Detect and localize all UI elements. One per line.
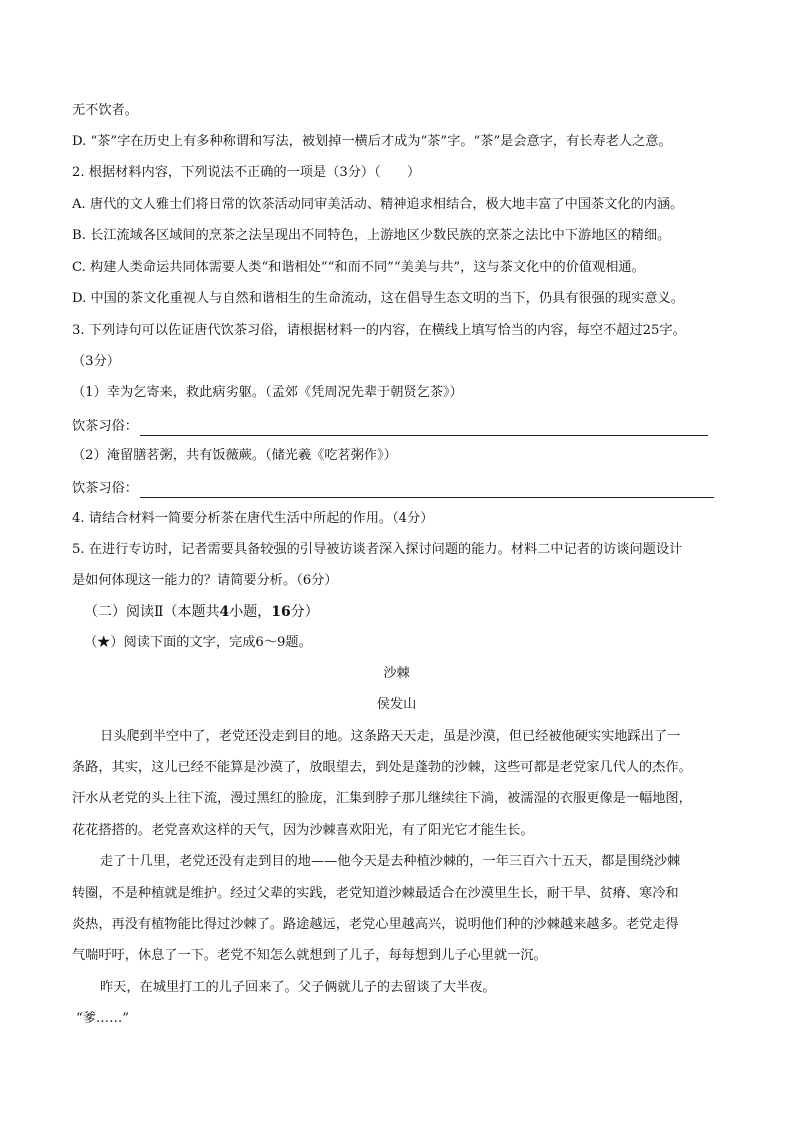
answer-blank-2[interactable] bbox=[140, 483, 714, 498]
section-num-questions: 4 bbox=[219, 604, 230, 620]
paragraph-line: 条路，其实，这儿已经不能算是沙漠了，放眼望去，到处是蓬勃的沙棘，这些可都是老党家几代人的杰作。 bbox=[72, 760, 692, 775]
poem-1: （1）幸为乞寄来，救此病劣躯。（孟郊《凭周况先辈于朝贤乞茶》） bbox=[72, 385, 463, 400]
paragraph-line: 汗水从老党的头上往下流，漫过黑红的脸庞，汇集到脖子那儿继续往下淌，被濡湿的衣服更像是一幅地图， bbox=[72, 791, 692, 806]
answer-label: 饮茶习俗： bbox=[72, 481, 138, 496]
question-2: 2. 根据材料内容，下列说法不正确的一项是（3分）（ ） bbox=[72, 165, 421, 180]
paragraph-line: 气喘吁吁，休息了一下。老党不知怎么就想到了儿子，每每想到儿子心里就一沉。 bbox=[72, 948, 547, 963]
option-d-q1: D. “茶”字在历史上有多种称谓和写法，被划掉一横后才成为“茶”字。“茶”是会意字，有长寿老人之意。 bbox=[72, 134, 672, 149]
text-line: 无不饮者。 bbox=[72, 103, 138, 118]
question-3: 3. 下列诗句可以佐证唐代饮茶习俗，请根据材料一的内容，在横线上填写恰当的内容，每空不超过25字。 bbox=[72, 323, 686, 338]
article-author: 侯发山 bbox=[376, 697, 417, 712]
option-c: C. 构建人类命运共同体需要人类“和谐相处”“和而不同”“美美与共”，这与茶文化中的价值观相通。 bbox=[72, 260, 645, 275]
reading-instruction: （★）阅读下面的文字，完成6～9题。 bbox=[84, 635, 312, 650]
option-a: A. 唐代的文人雅士们将日常的饮茶活动同审美活动、精神追求相结合，极大地丰富了中国茶文化的内涵。 bbox=[72, 197, 684, 212]
section-mid: 小题， bbox=[229, 604, 272, 620]
section-prefix: （二）阅读Ⅱ（本题共 bbox=[84, 604, 220, 620]
section-heading bbox=[84, 603, 319, 621]
answer-label: 饮茶习俗： bbox=[72, 419, 138, 434]
article-title: 沙棘 bbox=[383, 666, 410, 681]
section-num-score: 16 bbox=[271, 604, 291, 620]
paragraph-line: 走了十几里，老党还没有走到目的地——他今天是去种植沙棘的，一年三百六十五天，都是围绕沙棘 bbox=[100, 854, 681, 869]
paragraph-line: 花花搭搭的。老党喜欢这样的天气，因为沙棘喜欢阳光，有了阳光它才能生长。 bbox=[72, 823, 534, 838]
paragraph-line: 炎热，再没有植物能比得过沙棘了。路途越远，老党心里越高兴，说明他们种的沙棘越来越多。老党走得 bbox=[72, 917, 679, 932]
option-d: D. 中国的茶文化重视人与自然和谐相生的生命流动，这在倡导生态文明的当下，仍具有很强的现实意义。 bbox=[72, 291, 684, 306]
question-5: 5. 在进行专访时，记者需要具备较强的引导被访谈者深入探讨问题的能力。材料二中记者的访谈问题设计 bbox=[72, 542, 683, 557]
paragraph-line: 昨天，在城里打工的儿子回来了。父子俩就儿子的去留谈了大半夜。 bbox=[100, 980, 496, 995]
answer-blank-1[interactable] bbox=[140, 421, 708, 436]
dialogue-line: “爹……” bbox=[76, 1011, 130, 1026]
paragraph-line: 转圈，不是种植就是维护。经过父辈的实践，老党知道沙棘最适合在沙漠里生长，耐干旱、贫瘠、寒冷和 bbox=[72, 886, 679, 901]
question-3-score: （3分） bbox=[72, 354, 120, 369]
paragraph-line: 日头爬到半空中了，老党还没走到目的地。这条路天天走，虽是沙漠，但已经被他硬实实地踩出了一 bbox=[100, 729, 681, 744]
question-4: 4. 请结合材料一简要分析茶在唐代生活中所起的作用。（4分） bbox=[72, 511, 434, 526]
option-b: B. 长江流域各区域间的烹茶之法呈现出不同特色，上游地区少数民族的烹茶之法比中下游地区的精细。 bbox=[72, 228, 671, 243]
poem-2: （2）淹留膳茗粥，共有饭薇蕨。（储光羲《吃茗粥作》） bbox=[72, 448, 397, 463]
section-suffix: 分） bbox=[290, 604, 319, 620]
answer-row-1 bbox=[72, 418, 708, 436]
question-5-cont: 是如何体现这一能力的？请简要分析。（6分） bbox=[72, 573, 338, 588]
answer-row-2 bbox=[72, 480, 714, 498]
